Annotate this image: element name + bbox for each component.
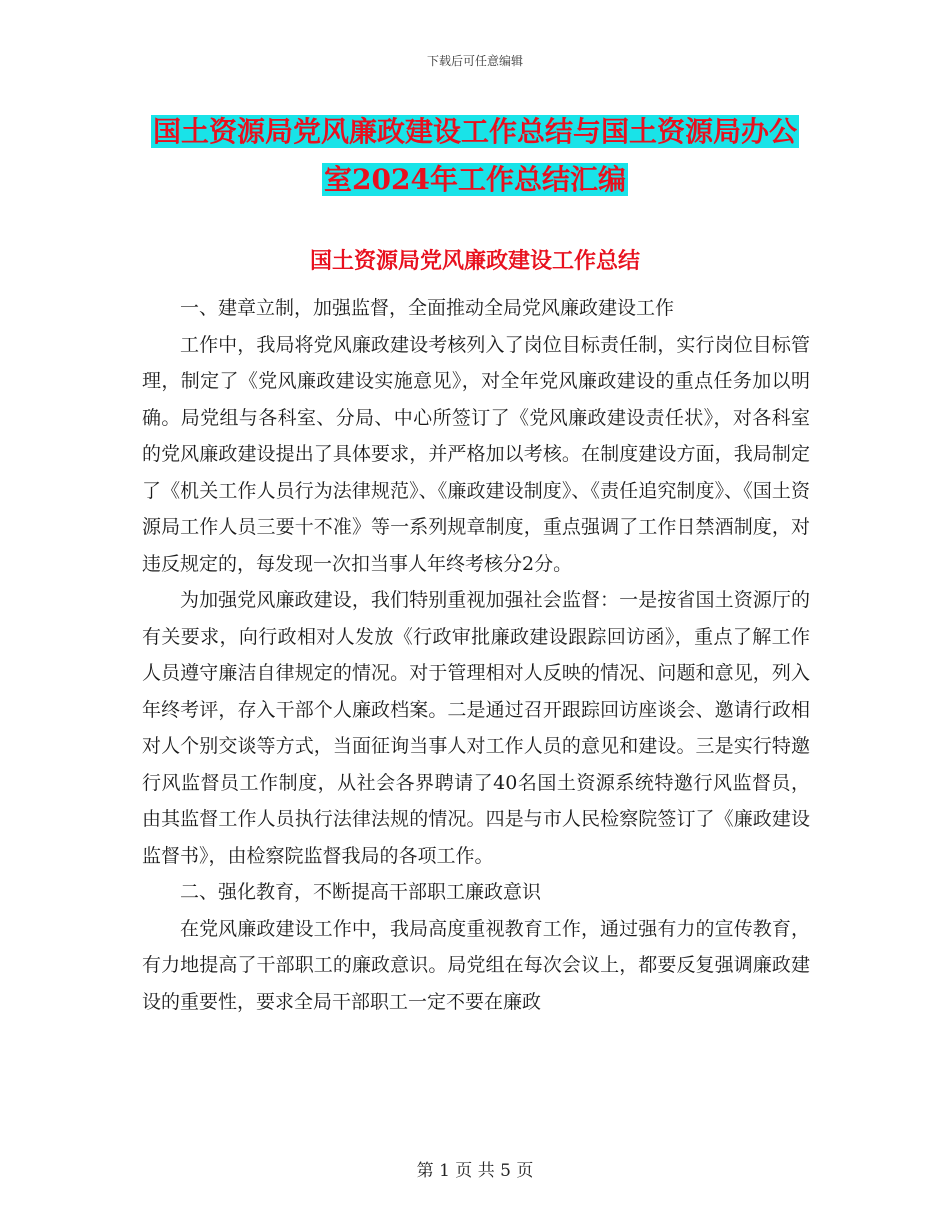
document-body: [142, 290, 810, 1020]
body-paragraph: 工作中，我局将党风廉政建设考核列入了岗位目标责任制，实行岗位目标管理，制定了《党风廉政建设实施意见》，对全年党风廉政建设的重点任务加以明确。局党组与各科室、分局、中心所签订了《党风廉政建设责任状》，对各科室的党风廉政建设提出了具体要求，并严格加以考核。在制度建设方面，我局制定了《机关工作人员行为法律规范》、《廉政建设制度》、《责任追究制度》、《国土资源局工作人员三要十不准》等一系列规章制度，重点强调了工作日禁酒制度，对违反规定的，每发现一次扣当事人年终考核分2分。: [142, 333, 810, 575]
heading-paragraph-1: 一、建章立制，加强监督，全面推动全局党风廉政建设工作: [180, 297, 675, 319]
document-title: [142, 108, 808, 204]
heading-paragraph-2: 二、强化教育，不断提高干部职工廉政意识: [180, 881, 542, 903]
body-paragraph: 为加强党风廉政建设，我们特别重视加强社会监督：一是按省国土资源厅的有关要求，向行政相对人发放《行政审批廉政建设跟踪回访函》，重点了解工作人员遵守廉洁自律规定的情况。对于管理相对人反映的情况、问题和意见，列入年终考评，存入干部个人廉政档案。二是通过召开跟踪回访座谈会、邀请行政相对人个别交谈等方式，当面征询当事人对工作人员的意见和建设。三是实行特邀行风监督员工作制度，从社会各界聘请了40名国土资源系统特邀行风监督员，由其监督工作人员执行法律法规的情况。四是与市人民检察院签订了《廉政建设监督书》，由检察院监督我局的各项工作。: [142, 589, 810, 867]
section-title: 国土资源局党风廉政建设工作总结: [309, 248, 640, 274]
header-note: 下载后可任意编辑: [426, 54, 523, 68]
title-line-1: 国土资源局党风廉政建设工作总结与国土资源局办公: [152, 115, 797, 148]
title-line-2: 室2024年工作总结汇编: [324, 163, 626, 196]
page-footer: 第 1 页 共 5 页: [416, 1161, 534, 1181]
body-paragraph: 在党风廉政建设工作中，我局高度重视教育工作，通过强有力的宣传教育，有力地提高了干部职工的廉政意识。局党组在每次会议上，都要反复强调廉政建设的重要性，要求全局干部职工一定不要在廉政: [142, 917, 810, 1013]
